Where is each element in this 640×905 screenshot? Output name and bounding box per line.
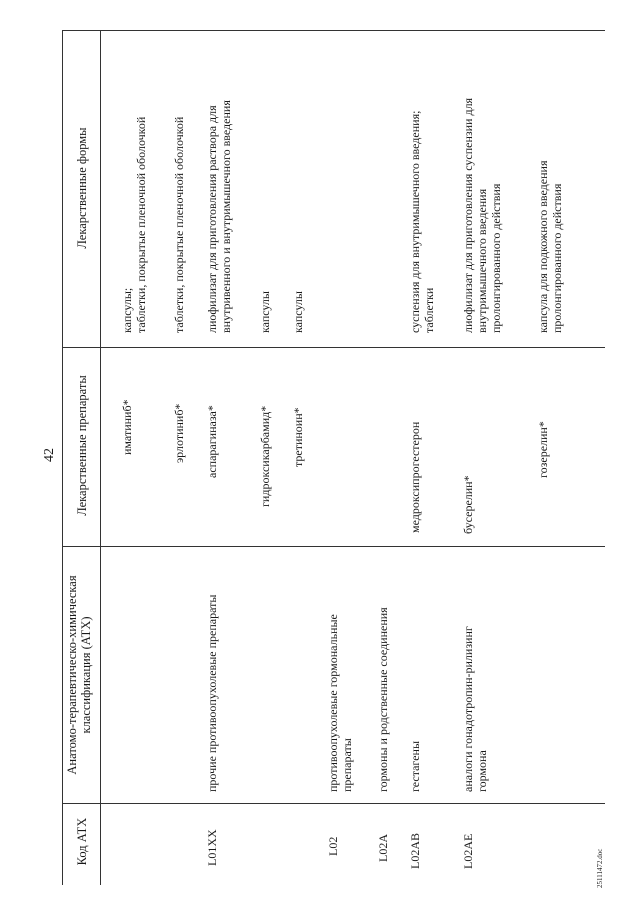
drug-name: аспарагиназа* [205, 405, 219, 478]
drug-name: гидроксикарбамид* [258, 405, 272, 507]
header-bottom-border [100, 30, 101, 885]
dosage-forms: капсулы [258, 291, 272, 333]
atc-code: L02AB [408, 833, 422, 869]
col-divider-drugs [62, 347, 605, 348]
header-forms: Лекарственные формы [75, 127, 89, 249]
atc-class: противоопухолевые гормональные препараты [326, 614, 354, 792]
col-divider-code [62, 803, 605, 804]
atc-code: L02 [326, 836, 340, 856]
atc-code: L02AE [461, 833, 475, 869]
atc-class: гестагены [408, 740, 422, 792]
table-top-border [62, 30, 63, 885]
page-number: 42 [42, 448, 57, 462]
drug-name: иматиниб* [120, 399, 134, 455]
dosage-forms: лиофилизат для приготовления суспензии для внутримышечного введения пролонгированного действия [461, 97, 503, 333]
atc-class: аналоги гонадотропин-рилизинг гормона [461, 626, 489, 792]
dosage-forms: суспензия для внутримышечного введения; таблетки [408, 110, 436, 333]
header-classification: Анатомо-терапевтическо-химическая классификация (АТХ) [65, 575, 93, 775]
atc-class: гормоны и родственные соединения [376, 607, 390, 792]
dosage-forms: таблетки, покрытые пленочной оболочкой [172, 116, 186, 333]
atc-code: L01XX [205, 829, 219, 866]
drug-name: эрлотиниб* [172, 403, 186, 463]
dosage-forms: капсулы [291, 291, 305, 333]
dosage-forms: капсула для подкожного введения пролонгированного действия [536, 160, 564, 333]
table-right-border [62, 30, 605, 31]
dosage-forms: капсулы; таблетки, покрытые пленочной оболочкой [120, 116, 148, 333]
dosage-forms: лиофилизат для приготовления раствора для внутривенного и внутримышечного введения [205, 100, 233, 333]
drug-name: третиноин* [291, 407, 305, 467]
drug-name: медроксипрогестерон [408, 421, 422, 533]
footer-filename: 25111472.doc [596, 848, 604, 888]
drug-name: гозерелин* [536, 421, 550, 478]
header-drugs: Лекарственные препараты [75, 375, 89, 516]
col-divider-class [62, 546, 605, 547]
atc-class: прочие противоопухолевые препараты [205, 594, 219, 792]
atc-code: L02A [376, 834, 390, 862]
drug-name: бусерелин* [461, 475, 475, 534]
header-code: Код АТХ [75, 817, 89, 866]
